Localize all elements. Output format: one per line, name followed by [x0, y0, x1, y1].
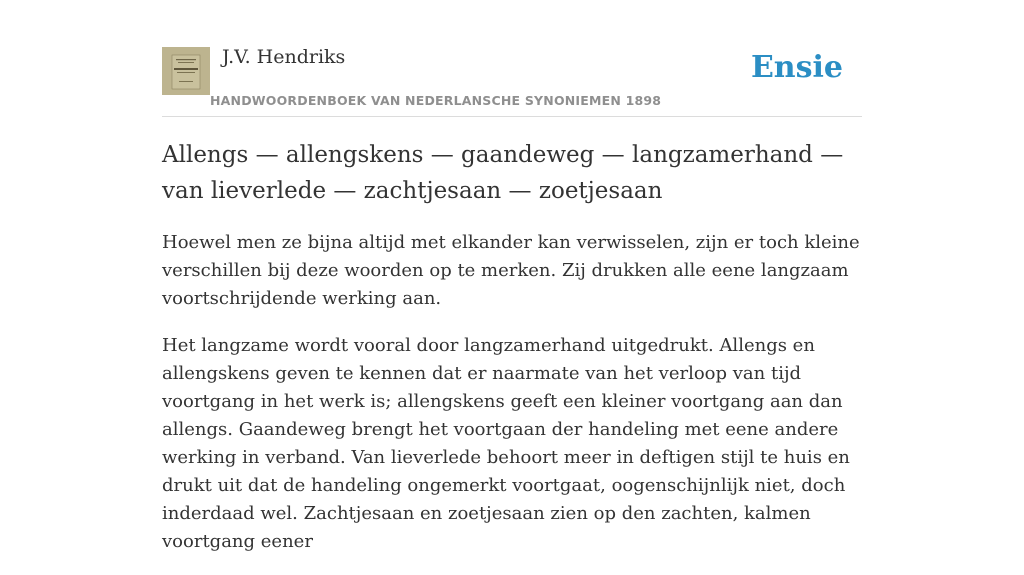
book-cover-icon: [162, 47, 210, 95]
article: [162, 137, 862, 575]
header: [162, 0, 862, 117]
article-paragraph-1: Hoewel men ze bijna altijd met elkander kan verwisselen, zijn er toch kleine verschillen bij deze woorden op te merken. Zij drukken alle eene langzaam voortschrijdende werking aan.: [162, 232, 860, 309]
source-title[interactable]: HANDWOORDENBOEK VAN NEDERLANSCHE SYNONIEMEN 1898: [210, 93, 662, 108]
article-title: Allengs — allengskens — gaandeweg — langzamerhand — van lieverlede — zachtjesaan — zoetjesaan: [162, 142, 844, 204]
author-avatar-book-cover-icon[interactable]: [162, 47, 210, 95]
ensie-logo-link[interactable]: Ensie: [750, 50, 843, 85]
article-paragraph-2: Het langzame wordt vooral door langzamerhand uitgedrukt. Allengs en allengskens geven te kennen dat er naarmate van het verloop van tijd voortgang in het werk is; allengskens geeft een kleiner voortgang aan dan allengs. Gaandeweg brengt het voortgaan der handeling met eene andere werking in verband. Van lieverlede behoort meer in deftigen stijl te huis en drukt uit dat de handeling ongemerkt voortgaat, oogenschijnlijk niet, doch inderdaad wel. Zachtjesaan en zoetjesaan zien op den zachten, kalmen voortgang eener: [162, 335, 850, 552]
author-name[interactable]: J.V. Hendriks: [222, 46, 346, 68]
